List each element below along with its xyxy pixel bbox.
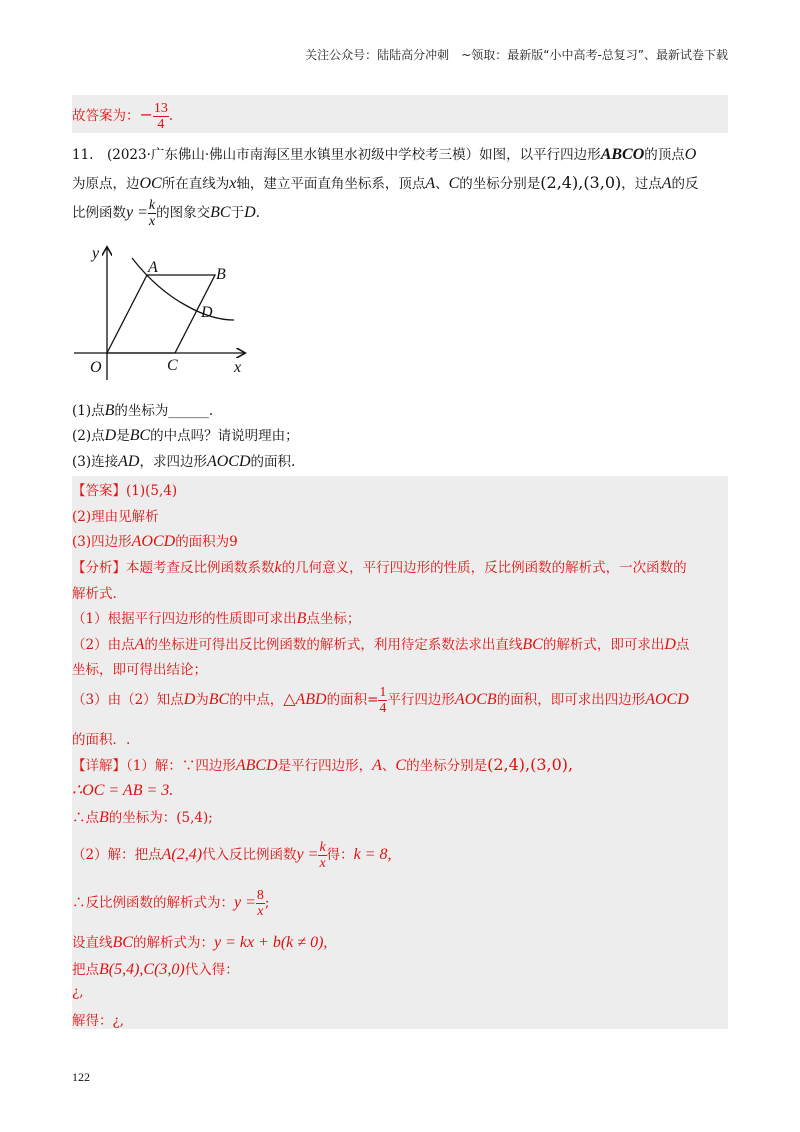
dt-text: 的解析式为：: [132, 935, 214, 951]
sq-text: 的面积.: [250, 454, 296, 470]
q-text: .: [255, 205, 260, 221]
answer-line-2: [72, 505, 159, 525]
an-text: 点坐标；: [306, 611, 361, 627]
dt-text: ;: [264, 895, 270, 911]
detail-line-9: [72, 1009, 124, 1029]
label-y: y: [92, 245, 100, 262]
dt-math: C: [395, 757, 407, 774]
q-frac-num: k: [148, 198, 156, 213]
dt-frac-den: x: [319, 856, 326, 871]
an-math: D: [664, 636, 676, 653]
question-line-2: [72, 172, 699, 193]
an-math: BC: [522, 636, 543, 653]
an-text: 的坐标进可得出反比例函数的解析式，利用待定系数法求出直线: [144, 637, 523, 653]
q-math: y =: [126, 204, 148, 221]
dt-text: 的坐标分别是: [406, 758, 488, 774]
detail-line-4: [72, 840, 392, 871]
dt-math: (2,4),(3,0),: [487, 755, 574, 774]
an-text: 平行四边形: [387, 692, 455, 708]
sq-text: (2)点: [72, 428, 105, 444]
sq-text: (3)连接: [72, 454, 119, 470]
answer-tag: 【答案】: [72, 483, 126, 499]
q-text: 比例函数: [72, 205, 126, 221]
an-math: BC: [208, 691, 230, 708]
coordinate-figure: [72, 240, 252, 380]
dt-text: 是平行四边形，: [277, 758, 373, 774]
sq-math: B: [104, 402, 115, 419]
detail-tag: 【详解】: [72, 758, 126, 774]
q-math: OC: [139, 175, 162, 192]
dt-math: B(5,4),C(3,0): [99, 961, 185, 978]
dt-text: 的坐标为：(5,4);: [108, 810, 213, 826]
analysis-line-5: [72, 658, 207, 678]
an-text: 本题考查反比例函数系数: [126, 560, 275, 576]
label-B: B: [216, 266, 226, 283]
dt-math: k = 8,: [353, 846, 392, 863]
page-header: 关注公众号：陆陆高分冲刺 ~领取：最新版“小中高考-总复习”、最新试卷下载: [305, 48, 728, 62]
dt-frac-den: x: [257, 904, 264, 919]
analysis-line-4: [72, 633, 689, 654]
an-text: （3）由（2）知点: [72, 692, 184, 708]
q-text: 的坐标分别是: [459, 176, 541, 192]
subquestion-3: [72, 450, 295, 471]
analysis-line-3: [72, 607, 360, 628]
answer-part-1: (1)(5,4): [126, 483, 178, 499]
detail-line-5: [72, 888, 269, 919]
analysis-tag: 【分析】: [72, 560, 126, 576]
dt-text: （1）解：∵四边形: [126, 758, 236, 774]
q-text: 所在直线为: [161, 176, 230, 192]
sq-math: D: [104, 427, 117, 444]
q-math: x: [229, 175, 237, 192]
q-math: A: [661, 175, 672, 192]
sq-math: AOCD: [206, 453, 251, 470]
dt-text: 、: [381, 758, 396, 774]
an-text: 为: [195, 692, 209, 708]
prev-answer-denominator: 4: [157, 117, 165, 132]
q-text: 为原点，边: [72, 176, 140, 192]
page-number: 122: [72, 1070, 90, 1084]
q-math: (2,4),(3,0): [540, 173, 622, 192]
q-math: O: [684, 146, 697, 163]
parallelogram-ABCO: [107, 275, 215, 353]
an-text: 的几何意义，平行四边形的性质，反比例函数的解析式，一次函数的: [281, 560, 687, 576]
dt-text: 解得：¿,: [72, 1013, 125, 1029]
dt-math: y =: [234, 894, 256, 911]
dt-text: 把点: [72, 962, 99, 978]
dt-math: ABCD: [235, 757, 278, 774]
subquestion-2: [72, 424, 299, 445]
q-text: 、: [435, 176, 449, 192]
an-text: 坐标，即可得出结论；: [72, 662, 207, 678]
answer-line-1: [72, 479, 177, 499]
an-text: 的中点，: [229, 692, 284, 708]
prev-answer-suffix: .: [168, 108, 174, 124]
sq-math: AD: [118, 453, 140, 470]
dt-math: B: [99, 809, 109, 826]
prev-answer-numerator: 13: [153, 101, 168, 116]
dt-text: 得：: [326, 847, 354, 863]
an-math: A: [134, 636, 145, 653]
dt-fraction: [318, 840, 326, 871]
dt-math: ∴OC = AB = 3.: [72, 782, 174, 799]
answer-line-3: [72, 530, 238, 551]
detail-line-6: [72, 931, 327, 952]
label-O: O: [90, 359, 102, 376]
dt-fraction-2: [256, 888, 265, 919]
an-math: AOCD: [645, 691, 689, 708]
dt-text: ¿,: [72, 984, 84, 1000]
sq-text: (1)点: [72, 403, 105, 419]
q-math: A: [425, 175, 436, 192]
detail-line-7: [72, 958, 239, 979]
sq-text: 的坐标为______.: [114, 403, 214, 419]
detail-line-3: [72, 806, 213, 827]
detail-line-2: [72, 780, 173, 800]
question-line-1: [72, 143, 696, 164]
q-frac-den: x: [148, 214, 156, 229]
label-A: A: [148, 259, 158, 276]
analysis-line-1: [72, 556, 687, 577]
answer-part-2: (2)理由见解析: [72, 509, 159, 525]
q-text: 的顶点: [644, 147, 685, 163]
an-frac-den: 4: [379, 701, 387, 716]
an-text: 的解析式，即可求出: [542, 637, 665, 653]
analysis-line-6: [72, 685, 689, 716]
dt-text: 代入反比例函数: [202, 847, 297, 863]
prev-answer-fraction: [153, 101, 169, 132]
answer-math: AOCD: [131, 533, 176, 550]
an-text: 的面积，即可求出四边形: [496, 692, 646, 708]
analysis-line-2: [72, 582, 117, 602]
dt-math: y =: [296, 846, 319, 863]
sq-text: 的中点吗？请说明理由；: [150, 428, 299, 444]
prev-answer-sign: −: [139, 105, 153, 124]
an-math: D: [183, 691, 196, 708]
sq-math: BC: [129, 427, 151, 444]
q-text: 轴，建立平面直角坐标系，顶点: [236, 176, 426, 192]
dt-text: 代入得：: [184, 962, 239, 978]
an-text: （2）由点: [72, 637, 135, 653]
prev-answer-line: [72, 101, 173, 132]
an-text: （1）根据平行四边形的性质即可求出: [72, 611, 297, 627]
dt-frac-num: 8: [256, 888, 264, 903]
question-line-3: [72, 198, 260, 229]
label-x: x: [234, 359, 242, 376]
an-text: 的面积．.: [72, 732, 131, 748]
an-frac-num: 1: [379, 685, 387, 700]
q-text: ，过点: [621, 176, 662, 192]
sq-text: ，求四边形: [139, 454, 207, 470]
an-text: 点: [675, 637, 690, 653]
dt-math: A: [372, 757, 382, 774]
an-math: AOCB: [454, 691, 497, 708]
detail-line-8: [72, 984, 84, 1000]
dt-frac-num: k: [319, 840, 326, 855]
an-text: 的面积=: [326, 692, 379, 708]
an-math: B: [296, 610, 307, 627]
dt-text: 设直线: [72, 935, 113, 951]
q-math: BC: [210, 204, 231, 221]
dt-math: A(2,4): [161, 846, 203, 863]
prev-answer-prefix: 故答案为：: [72, 108, 140, 124]
dt-text: ∴反比例函数的解析式为：: [72, 895, 234, 911]
q-fraction: [148, 198, 156, 229]
q-text: 于: [230, 205, 245, 221]
q-text: 的反: [671, 176, 699, 192]
an-text: 解析式.: [72, 586, 117, 602]
dt-text: （2）解：把点: [72, 847, 162, 863]
answer-text: (3)四边形: [72, 534, 132, 550]
dt-math: y = kx + b(k ≠ 0),: [213, 934, 328, 951]
label-D: D: [201, 304, 213, 321]
answer-text: 的面积为9: [175, 534, 238, 550]
an-math: k: [274, 559, 282, 576]
detail-line-1: [72, 754, 573, 775]
subquestion-1: [72, 399, 213, 420]
q-math: D: [244, 204, 256, 221]
q-text: 11. (2023·广东佛山·佛山市南海区里水镇里水初级中学校考三模）如图，以平行四边形: [72, 147, 601, 163]
an-math: △ABD: [283, 691, 327, 708]
dt-math: BC: [112, 934, 133, 951]
dt-text: ∴点: [72, 810, 99, 826]
sq-text: 是: [116, 428, 130, 444]
q-math: C: [448, 175, 460, 192]
analysis-line-7: [72, 728, 130, 748]
q-math: ABCO: [600, 146, 645, 163]
q-text: 的图象交: [156, 205, 211, 221]
label-C: C: [167, 357, 178, 374]
